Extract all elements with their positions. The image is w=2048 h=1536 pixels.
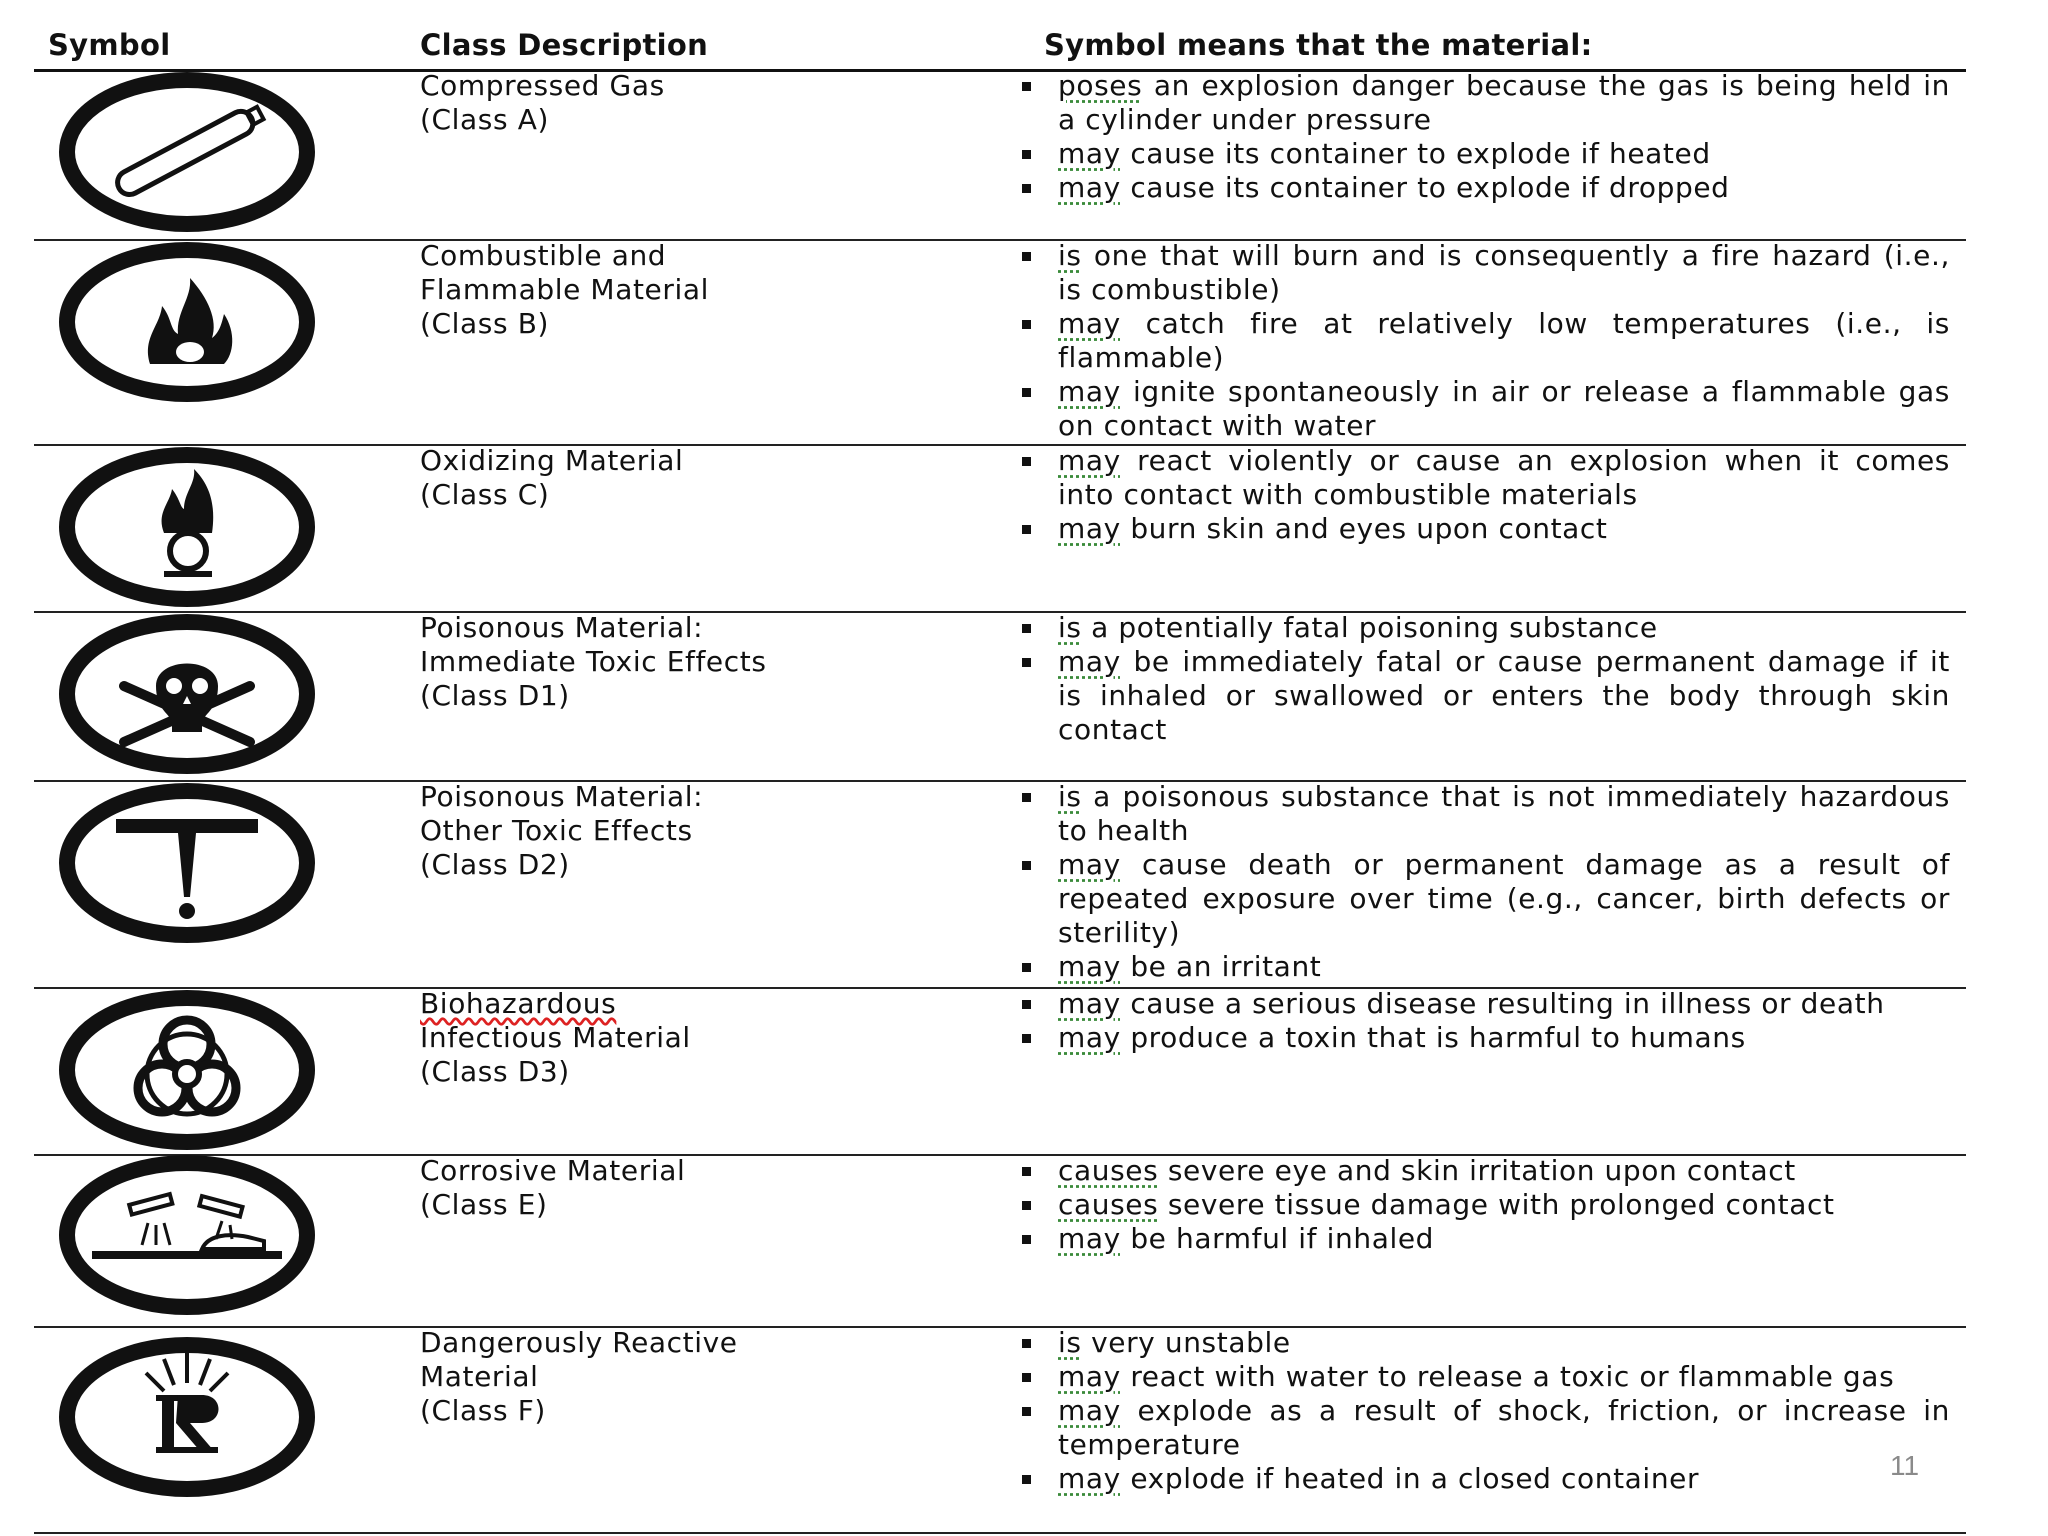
list-item: poses an explosion danger because the gas is being held in a cylinder under pressure — [1018, 69, 1950, 137]
row-divider — [34, 1532, 1966, 1534]
list-item: may cause its container to explode if dropped — [1018, 171, 1950, 205]
bullet-list — [1018, 780, 1950, 984]
list-item: may explode if heated in a closed container — [1018, 1462, 1950, 1496]
list-item: is one that will burn and is consequently a fire hazard (i.e., is combustible) — [1018, 239, 1950, 307]
list-item: may be an irritant — [1018, 950, 1950, 984]
class-description: Oxidizing Material (Class C) — [420, 444, 684, 511]
page-number: 11 — [1890, 1450, 1920, 1481]
class-description: Dangerously Reactive Material (Class F) — [420, 1326, 738, 1427]
class-description: Poisonous Material: Other Toxic Effects (Class D2) — [420, 780, 704, 881]
bullet-list — [1018, 987, 1950, 1055]
reactive-r-icon — [52, 1337, 322, 1497]
bullet-list — [1018, 1326, 1950, 1496]
compressed-gas-cylinder-icon — [52, 72, 322, 232]
flame-over-circle-icon — [52, 447, 322, 607]
list-item: may cause a serious disease resulting in illness or death — [1018, 987, 1950, 1021]
bullet-list — [1018, 1154, 1950, 1256]
list-item: is very unstable — [1018, 1326, 1950, 1360]
list-item: may react with water to release a toxic or flammable gas — [1018, 1360, 1950, 1394]
bullet-list — [1018, 239, 1950, 443]
bullet-list — [1018, 69, 1950, 205]
list-item: may burn skin and eyes upon contact — [1018, 512, 1950, 546]
class-description: Poisonous Material: Immediate Toxic Effects (Class D1) — [420, 611, 767, 712]
list-item: is a poisonous substance that is not immediately hazardous to health — [1018, 780, 1950, 848]
header-meaning: Symbol means that the material: — [1044, 28, 1593, 62]
list-item: causes severe tissue damage with prolonged contact — [1018, 1188, 1950, 1222]
skull-crossbones-icon — [52, 614, 322, 774]
header-symbol: Symbol — [48, 28, 171, 62]
list-item: may ignite spontaneously in air or release a flammable gas on contact with water — [1018, 375, 1950, 443]
list-item: may cause its container to explode if heated — [1018, 137, 1950, 171]
header-class-description: Class Description — [420, 28, 709, 62]
class-description: Biohazardous Infectious Material (Class D3) — [420, 987, 691, 1088]
list-item: may be harmful if inhaled — [1018, 1222, 1950, 1256]
flame-icon — [52, 242, 322, 402]
list-item: may be immediately fatal or cause permanent damage if it is inhaled or swallowed or enters the body through skin contact — [1018, 645, 1950, 747]
class-description: Compressed Gas (Class A) — [420, 69, 665, 136]
bullet-list — [1018, 444, 1950, 546]
list-item: causes severe eye and skin irritation upon contact — [1018, 1154, 1950, 1188]
class-description: Corrosive Material (Class E) — [420, 1154, 686, 1221]
bullet-list — [1018, 611, 1950, 747]
class-description: Combustible and Flammable Material (Class B) — [420, 239, 709, 340]
list-item: may react violently or cause an explosion when it comes into contact with combustible materials — [1018, 444, 1950, 512]
list-item: may cause death or permanent damage as a result of repeated exposure over time (e.g., cancer, birth defects or sterility) — [1018, 848, 1950, 950]
list-item: may explode as a result of shock, friction, or increase in temperature — [1018, 1394, 1950, 1462]
list-item: may catch fire at relatively low temperatures (i.e., is flammable) — [1018, 307, 1950, 375]
list-item: may produce a toxin that is harmful to humans — [1018, 1021, 1950, 1055]
corrosive-icon — [52, 1155, 322, 1315]
list-item: is a potentially fatal poisoning substance — [1018, 611, 1950, 645]
biohazard-icon — [52, 990, 322, 1150]
t-exclamation-icon — [52, 783, 322, 943]
